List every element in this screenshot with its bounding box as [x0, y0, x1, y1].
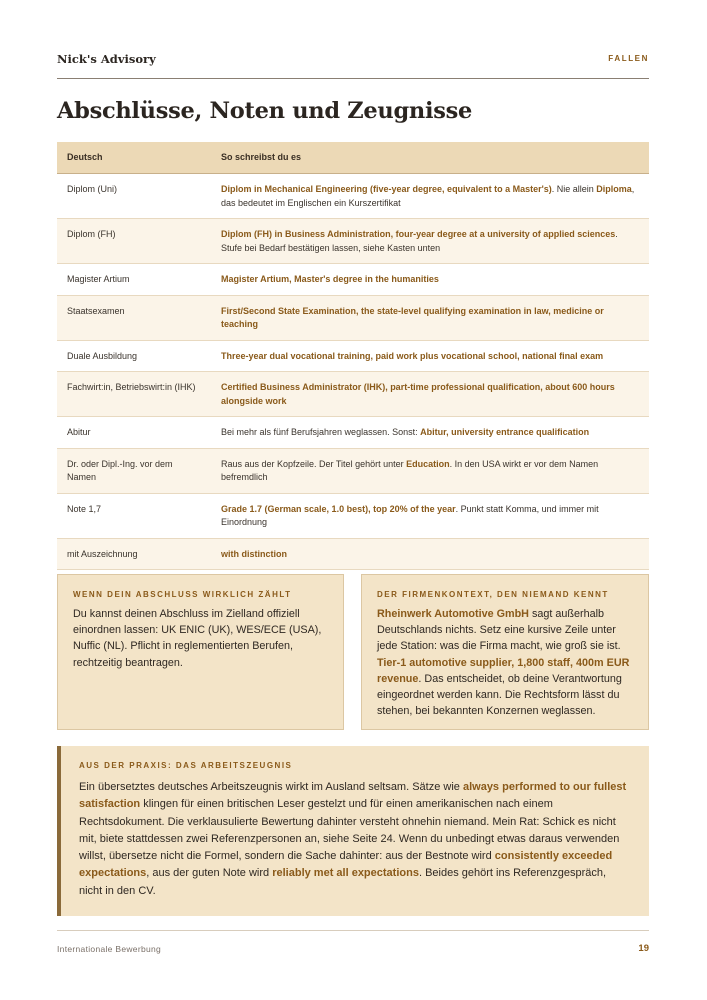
highlighted-text: Grade 1.7 (German scale, 1.0 best), top 20% of the year [221, 503, 456, 514]
highlighted-text: Magister Artium, Master's degree in the humanities [221, 274, 439, 284]
text-segment: , aus der guten Note wird [146, 867, 273, 880]
highlighted-text: Certified Business Administrator (IHK), part-time professional qualification, about 600 hours alongside work [221, 382, 615, 406]
table-body [57, 174, 649, 570]
callout-heading: WENN DEIN ABSCHLUSS WIRKLICH ZÄHLT [73, 590, 292, 599]
highlighted-text: consistently exceeded expectations [79, 850, 613, 880]
text-segment: . Nie allein [551, 184, 597, 194]
text-segment: , das bedeutet im Englischen ein Kurszertifikat [221, 184, 635, 208]
callout-text [73, 606, 328, 671]
highlighted-text: Diplom in Mechanical Engineering (five-year degree, equivalent to a Master's) [221, 184, 552, 194]
text-segment: klingen für einen britischen Leser gestelzt und für einen amerikanischen nach einem Rechtsdokument. Die verklausulierte Bewertung dahinter versteht ohnehin niemand. Mein Rat: Schick es nicht mit, biete stattdessen zwei Referenzpersonen an, siehe Seite 24. Wenn du unbedingt etwas daraus verwenden willst, übersetze nicht die Formel, sondern die Sache dahinter: aus der Bestnote wird [79, 798, 620, 863]
text-segment: Du kannst deinen Abschluss im Zielland offiziell einordnen lassen: UK ENIC (UK), WES/ECE (USA), Nuffic (NL). Pflicht in reglementierten Berufen, rechtzeitig beantragen. [73, 608, 322, 669]
highlighted-text: Rheinwerk Automotive GmbH [377, 608, 529, 620]
text-segment: . Beides gehört ins Referenzgespräch, nicht in den CV. [79, 867, 607, 897]
highlighted-text: Tier-1 automotive supplier, 1,800 staff, 400m EUR revenue [377, 656, 630, 685]
english-translation-cell [211, 448, 649, 493]
brand-name: Nick's Advisory [57, 52, 156, 66]
english-translation-cell [211, 219, 649, 264]
english-translation-cell [211, 295, 649, 340]
highlighted-text: Three-year dual vocational training, paid work plus vocational school, national final exam [221, 350, 604, 361]
text-segment: Bei mehr als fünf Berufsjahren weglassen. Sonst: [221, 427, 421, 437]
callout-text [377, 606, 633, 719]
german-term-cell: Abitur [57, 417, 211, 449]
text-segment: Ein übersetztes deutsches Arbeitszeugnis wirkt im Ausland seltsam. Sätze wie [79, 781, 463, 793]
text-segment: . In den USA wirkt er vor dem Namen befremdlich [221, 458, 599, 482]
german-term-cell: Diplom (Uni) [57, 174, 211, 219]
table-row [57, 295, 649, 340]
page-title: Abschlüsse, Noten und Zeugnisse [57, 98, 472, 124]
practice-box [57, 746, 649, 916]
table-row [57, 372, 649, 417]
german-term-cell: Magister Artium [57, 264, 211, 296]
german-term-cell: mit Auszeichnung [57, 538, 211, 570]
german-term-cell: Note 1,7 [57, 493, 211, 538]
highlighted-text: First/Second State Examination, the state-level qualifying examination in law, medicine or teaching [221, 305, 604, 329]
table-row [57, 448, 649, 493]
highlighted-text: Education [406, 458, 450, 469]
highlighted-text: always performed to our fullest satisfaction [79, 781, 627, 811]
text-segment: . Punkt statt Komma, und immer mit Einordnung [221, 503, 599, 527]
english-translation-cell [211, 372, 649, 417]
highlighted-text: with distinction [221, 548, 287, 559]
highlighted-text: Diploma [596, 184, 632, 194]
english-translation-cell [211, 340, 649, 372]
table-row [57, 264, 649, 296]
highlighted-text: reliably met all expectations [272, 867, 419, 880]
footer-title: Internationale Bewerbung [57, 944, 162, 954]
table-header-row [57, 142, 649, 174]
column-header-german: Deutsch [57, 142, 211, 174]
practice-heading: AUS DER PRAXIS: DAS ARBEITSZEUGNIS [79, 761, 293, 770]
german-term-cell: Dr. oder Dipl.-Ing. vor dem Namen [57, 448, 211, 493]
table-row [57, 340, 649, 372]
page-footer [57, 930, 649, 957]
section-label: FALLEN [608, 54, 649, 63]
table-row [57, 219, 649, 264]
callout-degree-recognition [57, 574, 344, 730]
page-header [57, 52, 649, 79]
practice-text [79, 779, 631, 900]
german-term-cell: Duale Ausbildung [57, 340, 211, 372]
highlighted-text: Diplom (FH) in Business Administration, four-year degree at a university of applied sciences [221, 229, 616, 239]
page-number: 19 [638, 943, 649, 954]
text-segment: . Das entscheidet, ob deine Verantwortung eingeordnet werden kann. Die Rechtsform lässt du stehen, bei bekannten Konzernen weglassen. [377, 672, 622, 718]
english-translation-cell [211, 538, 649, 570]
table-row [57, 493, 649, 538]
text-segment: sagt außerhalb Deutschlands nichts. Setz eine kursive Zeile unter jede Station: was die Firma macht, wie groß sie ist. [377, 608, 621, 653]
english-translation-cell [211, 174, 649, 219]
english-translation-cell [211, 417, 649, 449]
german-term-cell: Diplom (FH) [57, 219, 211, 264]
german-term-cell: Fachwirt:in, Betriebswirt:in (IHK) [57, 372, 211, 417]
table-row [57, 174, 649, 219]
degrees-table [57, 142, 649, 570]
english-translation-cell [211, 493, 649, 538]
german-term-cell: Staatsexamen [57, 295, 211, 340]
text-segment: . Stufe bei Bedarf bestätigen lassen, siehe Kasten unten [221, 229, 618, 253]
english-translation-cell [211, 264, 649, 296]
text-segment: Raus aus der Kopfzeile. Der Titel gehört unter [221, 458, 407, 469]
table-row [57, 417, 649, 449]
highlighted-text: Abitur, university entrance qualification [420, 427, 590, 437]
callout-company-context [361, 574, 649, 730]
column-header-english: So schreibst du es [211, 142, 649, 174]
table-row [57, 538, 649, 570]
callout-heading: DER FIRMENKONTEXT, DEN NIEMAND KENNT [377, 590, 609, 599]
